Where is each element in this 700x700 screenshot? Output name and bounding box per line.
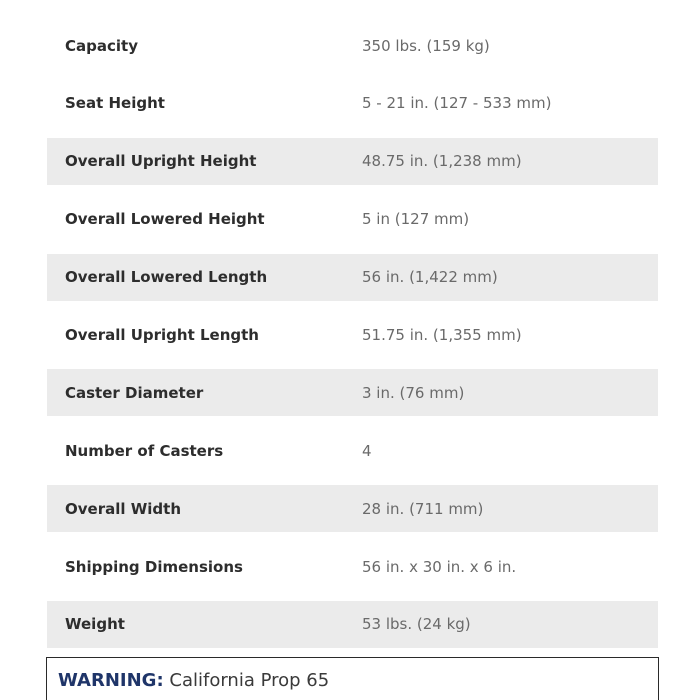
warning-message: California Prop 65 [169, 670, 330, 691]
spec-value: 5 in (127 mm) [362, 210, 470, 229]
spec-table [47, 22, 658, 659]
spec-value: 56 in. x 30 in. x 6 in. [362, 557, 517, 576]
spec-row-weight [47, 601, 658, 648]
spec-label: Caster Diameter [65, 383, 204, 402]
spec-value: 53 lbs. (24 kg) [362, 615, 471, 634]
spec-label: Weight [65, 615, 125, 634]
spec-label: Capacity [65, 36, 138, 55]
warning-label: WARNING: [58, 670, 164, 691]
spec-label: Overall Upright Height [65, 152, 257, 171]
spec-value: 28 in. (711 mm) [362, 499, 484, 518]
spec-label: Overall Lowered Height [65, 210, 265, 229]
spec-value: 56 in. (1,422 mm) [362, 268, 498, 287]
warning-text [58, 670, 329, 691]
spec-value: 3 in. (76 mm) [362, 383, 465, 402]
spec-row-overall-width [47, 485, 658, 532]
spec-value: 350 lbs. (159 kg) [362, 36, 490, 55]
spec-value: 4 [362, 441, 372, 460]
spec-row-caster-diameter [47, 369, 658, 416]
spec-row-overall-upright-height [47, 138, 658, 185]
spec-label: Number of Casters [65, 441, 224, 460]
spec-row-overall-lowered-length [47, 254, 658, 301]
spec-label: Overall Width [65, 499, 182, 518]
spec-row-number-of-casters [47, 427, 658, 474]
spec-label: Overall Upright Length [65, 325, 259, 344]
spec-row-overall-upright-length [47, 311, 658, 358]
spec-label: Overall Lowered Length [65, 268, 268, 287]
spec-row-capacity [47, 22, 658, 69]
spec-value: 48.75 in. (1,238 mm) [362, 152, 522, 171]
spec-label: Seat Height [65, 94, 165, 113]
spec-row-overall-lowered-height [47, 196, 658, 243]
spec-row-shipping-dimensions [47, 543, 658, 590]
spec-value: 51.75 in. (1,355 mm) [362, 325, 522, 344]
spec-row-seat-height [47, 80, 658, 127]
spec-label: Shipping Dimensions [65, 557, 243, 576]
spec-value: 5 - 21 in. (127 - 533 mm) [362, 94, 552, 113]
warning-box [46, 657, 659, 700]
